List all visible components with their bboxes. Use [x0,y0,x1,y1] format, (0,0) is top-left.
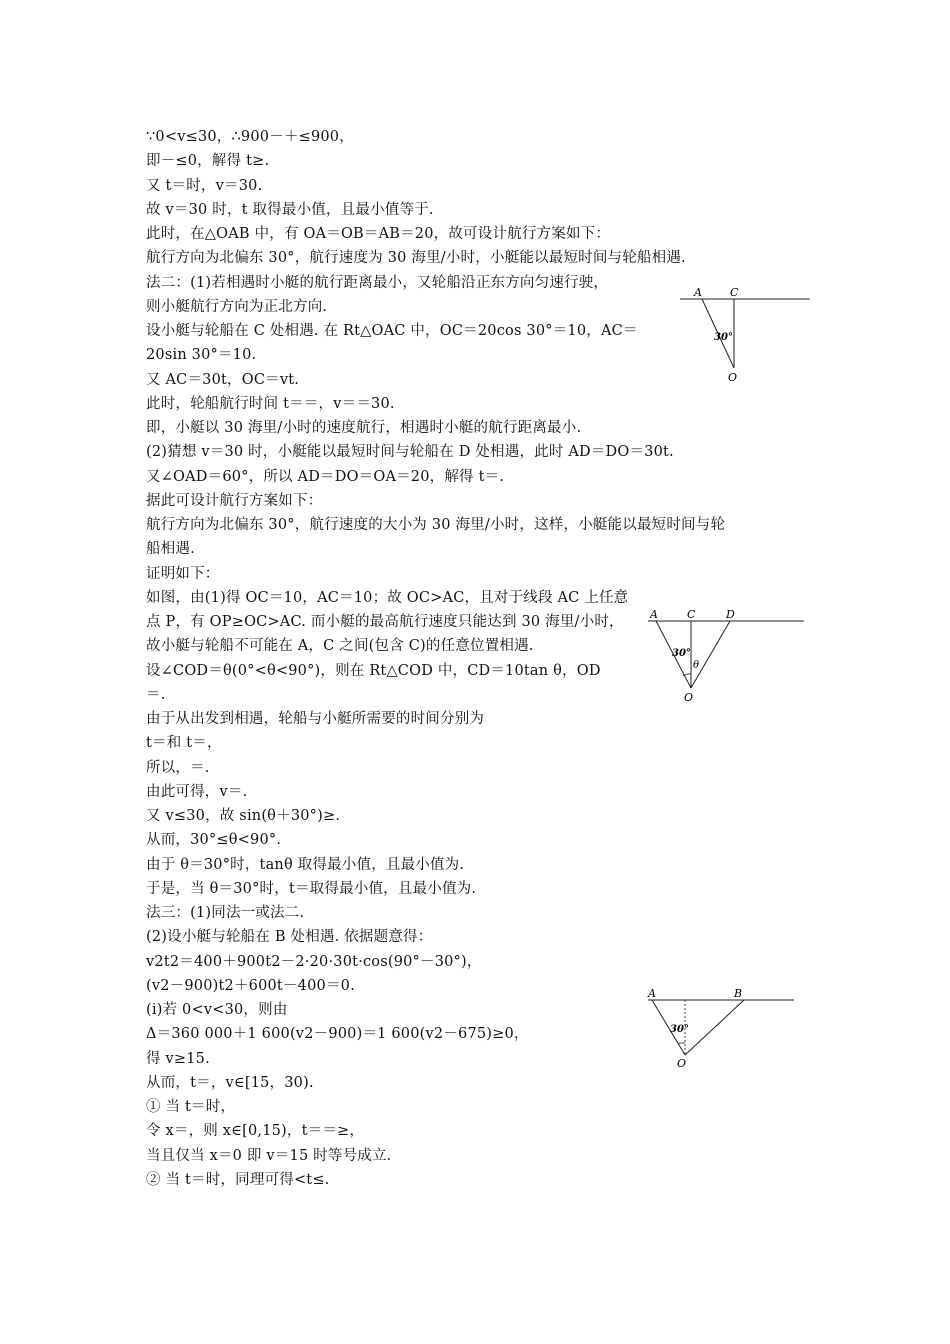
text-line: t＝和 t＝， [146,735,222,752]
text-line: 则小艇航行方向为正北方向. [146,298,328,315]
text-line: ＝. [146,686,166,703]
text-line: 故 v＝30 时，t 取得最小值，且最小值等于. [146,201,434,218]
text-line: 由此可得，v＝. [146,783,248,800]
text-line: 航行方向为北偏东 30°，航行速度的大小为 30 海里/小时，这样，小艇能以最短时间与轮 [146,517,726,533]
label-o: O [728,371,738,384]
text-line: 设∠COD＝θ(0°<θ<90°)，则在 Rt△COD 中，CD＝10tan θ，OD [146,662,601,679]
figure-2-svg [648,606,808,706]
text-line: 又∠OAD＝60°，所以 AD＝DO＝OA＝20，解得 t＝. [146,468,505,485]
figure-triangle-aco [680,282,820,387]
label-a: A [694,286,702,299]
label-b: B [734,987,743,1000]
text-line: 法三：(1)同法一或法二. [146,905,305,921]
text-line: 法二：(1)若相遇时小艇的航行距离最小，又轮船沿正东方向匀速行驶， [146,274,609,291]
text-line: 由于 θ＝30°时，tanθ 取得最小值，且最小值为. [146,856,465,873]
text-line: (ⅰ)若 0<v<30，则由 [146,1002,288,1018]
text-line: 从而，30°≤θ<90°. [146,832,282,849]
figure-triangle-acdo [648,606,808,706]
text-line: 又 AC＝30t，OC＝vt. [146,371,300,388]
label-angle: 30° [714,332,733,343]
label-o: O [684,691,694,704]
label-theta: θ [693,660,700,671]
text-line: 即－≤0，解得 t≥. [146,153,270,170]
text-line: 即，小艇以 30 海里/小时的速度航行，相遇时小艇的航行距离最小. [146,420,582,436]
text-line: 于是，当 θ＝30°时，t＝取得最小值，且最小值为. [146,880,477,897]
text-line: 由于从出发到相遇，轮船与小艇所需要的时间分别为 [146,711,485,727]
text-line: 如图，由(1)得 OC＝10，AC＝10；故 OC>AC，且对于线段 AC 上任意 [146,589,629,606]
text-line: 设小艇与轮船在 C 处相遇. 在 Rt△OAC 中，OC＝20cos 30°＝10，AC＝ [146,323,638,339]
text-line: 又 t＝时，v＝30. [146,177,263,194]
text-line: 得 v≥15. [146,1050,210,1067]
text-line: 此时，轮船航行时间 t＝＝，v＝＝30. [146,395,395,412]
text-line: 20sin 30°＝10. [146,347,257,364]
text-line: 令 x＝，则 x∈[0,15)，t＝＝≥， [146,1123,365,1140]
figure-1-svg [680,282,820,387]
figure-triangle-abo [648,988,808,1073]
text-line: 又 v≤30，故 sin(θ＋30°)≥. [146,808,341,824]
text-line: ∵0<v≤30，∴900－＋≤900， [146,129,354,145]
text-line: (2)设小艇与轮船在 B 处相遇. 依据题意得： [146,929,433,946]
label-angle: 30° [672,648,691,659]
text-line: 从而，t＝，v∈[15，30). [146,1074,314,1091]
text-line: 此时，在△OAB 中，有 OA＝OB＝AB＝20，故可设计航行方案如下： [146,226,611,242]
text-line: 航行方向为北偏东 30°，航行速度为 30 海里/小时，小艇能以最短时间与轮船相遇. [146,250,686,267]
text-line: 证明如下： [146,565,220,582]
text-line: 据此可设计航行方案如下： [146,492,323,509]
figure-3-svg [648,988,808,1073]
label-c: C [730,286,739,299]
text-line: ② 当 t＝时，同理可得<t≤. [146,1171,330,1188]
text-line: 故小艇与轮船不可能在 A，C 之间(包含 C)的任意位置相遇. [146,638,534,655]
text-line: v2t2＝400＋900t2－2·20·30t·cos(90°－30°)， [146,953,482,970]
label-c: C [687,608,696,621]
text-line: 点 P，有 OP≥OC>AC. 而小艇的最高航行速度只能达到 30 海里/小时， [146,614,624,630]
text-line: ① 当 t＝时， [146,1099,236,1115]
text-line: 所以，＝. [146,759,210,776]
text-line: Δ＝360 000＋1 600(v2－900)＝1 600(v2－675)≥0， [146,1026,529,1043]
label-a: A [648,987,656,1000]
label-d: D [726,608,735,621]
text-line: (v2－900)t2＋600t－400＝0. [146,977,355,994]
label-angle: 30° [670,1024,689,1035]
label-o: O [677,1057,687,1070]
text-line: 船相遇. [146,541,195,558]
text-line: (2)猜想 v＝30 时，小艇能以最短时间与轮船在 D 处相遇，此时 AD＝DO＝30t. [146,444,674,461]
text-line: 当且仅当 x＝0 即 v＝15 时等号成立. [146,1147,392,1164]
label-a: A [650,608,658,621]
